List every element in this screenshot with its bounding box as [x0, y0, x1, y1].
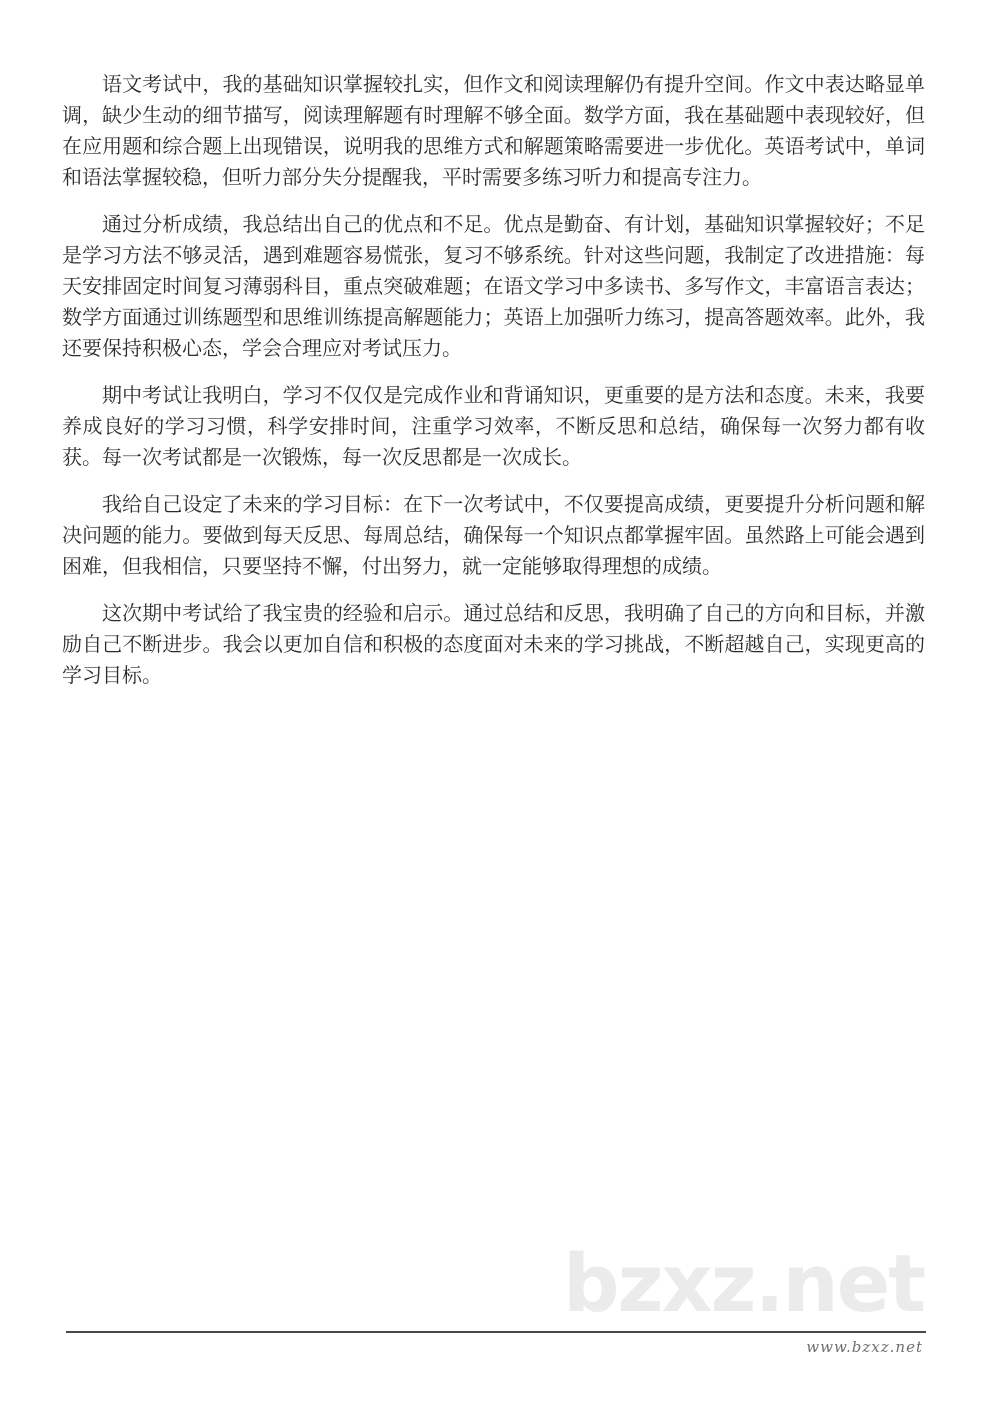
footer-divider — [66, 1331, 926, 1333]
essay-paragraph-1: 语文考试中，我的基础知识掌握较扎实，但作文和阅读理解仍有提升空间。作文中表达略显单调，缺少生动的细节描写，阅读理解题有时理解不够全面。数学方面，我在基础题中表现较好，但在应用题和综合题上出现错误，说明我的思维方式和解题策略需要进一步优化。英语考试中，单词和语法掌握较稳，但听力部分失分提醒我，平时需要多练习听力和提高专注力。 — [62, 74, 925, 189]
footer-site-url: www.bzxz.net — [806, 1338, 923, 1356]
essay-paragraph-3: 期中考试让我明白，学习不仅仅是完成作业和背诵知识，更重要的是方法和态度。未来，我要养成良好的学习习惯，科学安排时间，注重学习效率，不断反思和总结，确保每一次努力都有收获。每一次考试都是一次锻炼，每一次反思都是一次成长。 — [62, 385, 925, 469]
essay-paragraph-4: 我给自己设定了未来的学习目标：在下一次考试中，不仅要提高成绩，更要提升分析问题和解决问题的能力。要做到每天反思、每周总结，确保每一个知识点都掌握牢固。虽然路上可能会遇到困难，但我相信，只要坚持不懈，付出努力，就一定能够取得理想的成绩。 — [62, 494, 925, 578]
essay-paragraph-2: 通过分析成绩，我总结出自己的优点和不足。优点是勤奋、有计划，基础知识掌握较好；不足是学习方法不够灵活，遇到难题容易慌张，复习不够系统。针对这些问题，我制定了改进措施：每天安排固定时间复习薄弱科目，重点突破难题；在语文学习中多读书、多写作文，丰富语言表达；数学方面通过训练题型和思维训练提高解题能力；英语上加强听力练习，提高答题效率。此外，我还要保持积极心态，学会合理应对考试压力。 — [62, 214, 925, 360]
essay-body — [62, 70, 925, 708]
watermark: bzxz.net — [563, 1238, 925, 1330]
essay-paragraph-5: 这次期中考试给了我宝贵的经验和启示。通过总结和反思，我明确了自己的方向和目标，并激励自己不断进步。我会以更加自信和积极的态度面对未来的学习挑战，不断超越自己，实现更高的学习目标。 — [62, 603, 925, 687]
